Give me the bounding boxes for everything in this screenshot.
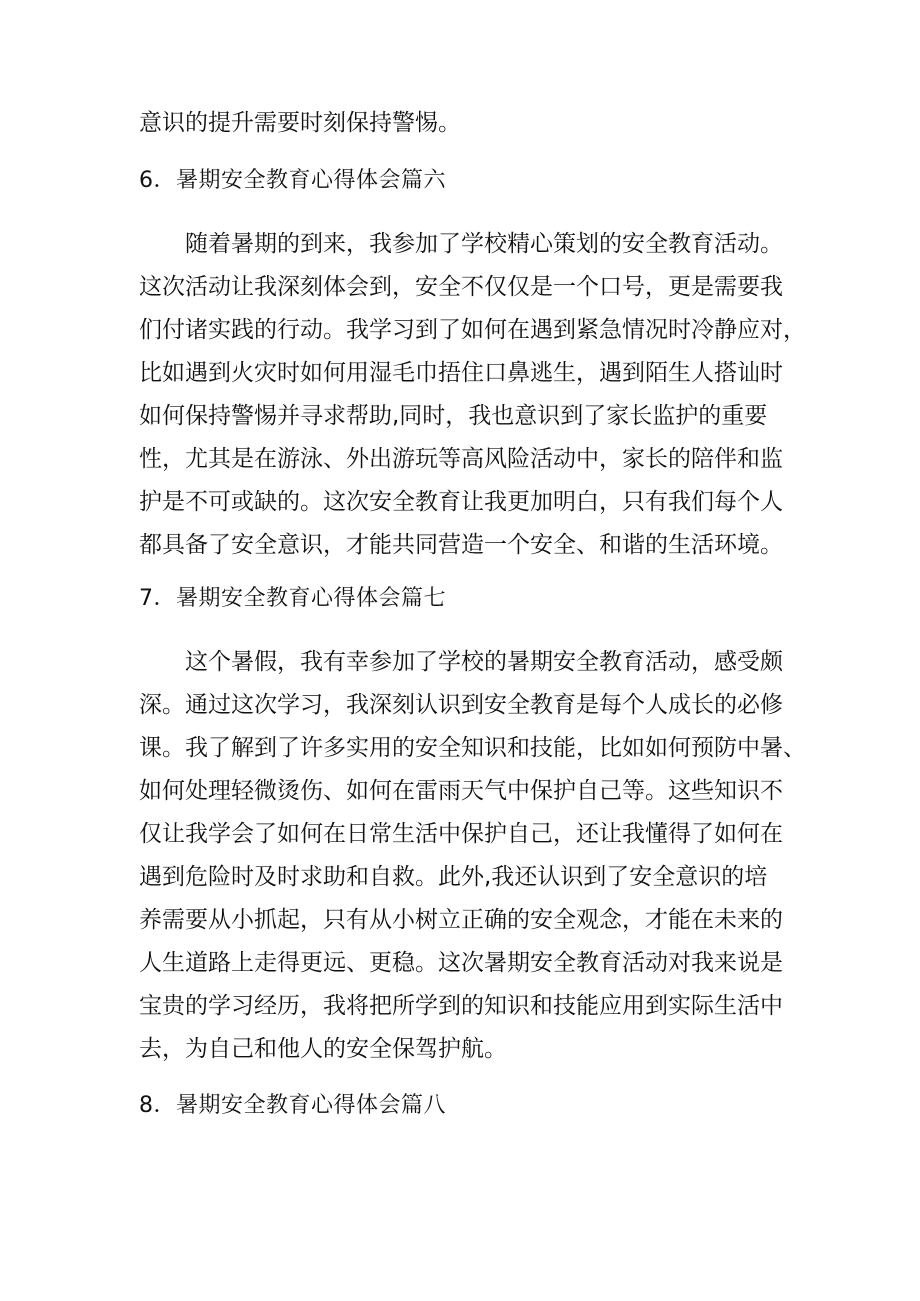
section-heading-6: 6．暑期安全教育心得体会篇六 xyxy=(139,168,446,193)
paragraph-line: 养需要从小抓起，只有从小树立正确的安全观念，才能在未来的 xyxy=(139,907,783,933)
paragraph-line: 意识的提升需要时刻保持警惕。 xyxy=(139,110,461,136)
paragraph-line: 去，为自己和他人的安全保驾护航。 xyxy=(139,1036,507,1062)
paragraph-line: 随着暑期的到来，我参加了学校精心策划的安全教育活动。 xyxy=(185,231,783,257)
paragraph-line: 护是不可或缺的。这次安全教育让我更加明白，只有我们每个人 xyxy=(139,489,783,515)
paragraph-line: 比如遇到火灾时如何用湿毛巾捂住口鼻逃生，遇到陌生人搭讪时 xyxy=(139,360,783,386)
section-heading-8: 8．暑期安全教育心得体会篇八 xyxy=(139,1093,446,1118)
paragraph-line: 遇到危险时及时求助和自救。此外,我还认识到了安全意识的培 xyxy=(139,864,768,890)
paragraph-line: 课。我了解到了许多实用的安全知识和技能，比如如何预防中暑、 xyxy=(139,735,806,761)
paragraph-line: 仅让我学会了如何在日常生活中保护自己，还让我懂得了如何在 xyxy=(139,821,783,847)
paragraph-line: 人生道路上走得更远、更稳。这次暑期安全教育活动对我来说是 xyxy=(139,950,783,976)
paragraph-line: 性，尤其是在游泳、外出游玩等高风险活动中，家长的陪伴和监 xyxy=(139,446,783,472)
paragraph-line: 都具备了安全意识，才能共同营造一个安全、和谐的生活环境。 xyxy=(139,532,783,558)
paragraph-line: 这次活动让我深刻体会到，安全不仅仅是一个口号，更是需要我 xyxy=(139,274,783,300)
paragraph-line: 如何处理轻微烫伤、如何在雷雨天气中保护自己等。这些知识不 xyxy=(139,778,783,804)
paragraph-line: 宝贵的学习经历，我将把所学到的知识和技能应用到实际生活中 xyxy=(139,993,783,1019)
paragraph-line: 如何保持警惕并寻求帮助,同时，我也意识到了家长监护的重要 xyxy=(139,403,768,429)
paragraph-line: 这个暑假，我有幸参加了学校的暑期安全教育活动，感受颇 xyxy=(185,649,783,675)
paragraph-line: 们付诸实践的行动。我学习到了如何在遇到紧急情况时冷静应对， xyxy=(139,317,806,343)
paragraph-line: 深。通过这次学习，我深刻认识到安全教育是每个人成长的必修 xyxy=(139,692,783,718)
section-heading-7: 7．暑期安全教育心得体会篇七 xyxy=(139,586,446,611)
